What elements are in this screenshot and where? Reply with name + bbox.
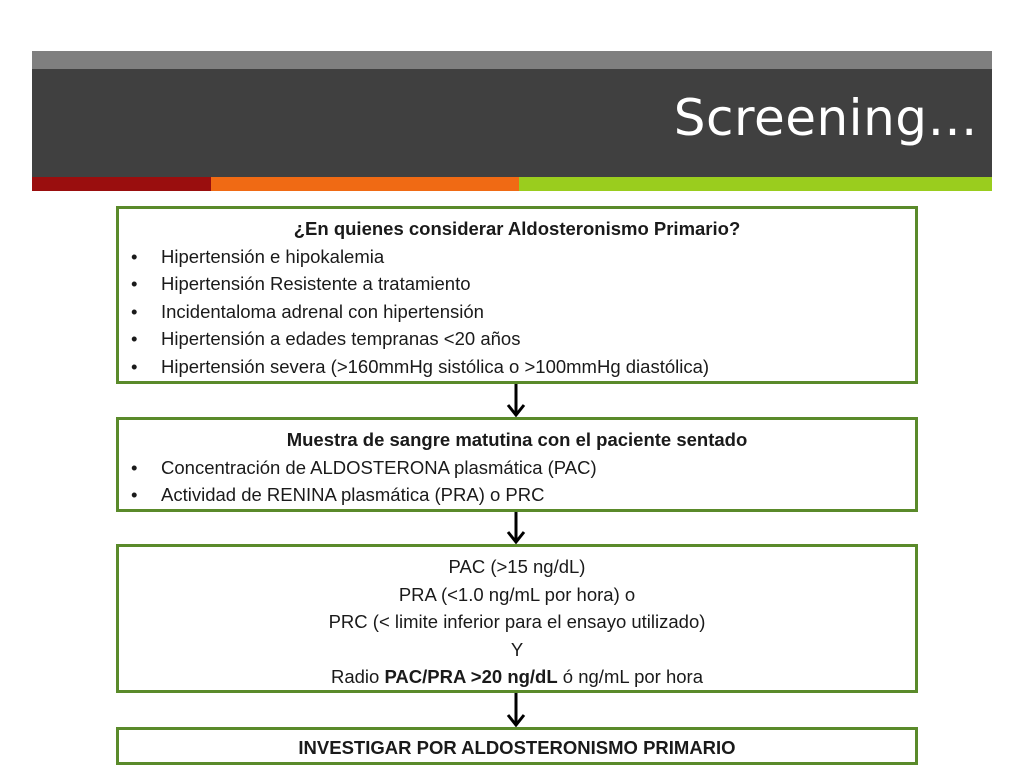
flow-step-thresholds [116,544,918,693]
flow-step-blood-sample [116,417,918,512]
step-heading: ¿En quienes considerar Aldosteronismo Primario? [293,218,741,239]
threshold-ratio [131,663,903,691]
slide-title: Screening… [673,89,978,147]
flow-step-criteria [116,206,918,384]
conjunction: Y [510,638,524,660]
ratio-prefix: Radio [330,666,385,687]
conclusion-text: INVESTIGAR POR ALDOSTERONISMO PRIMARIO [298,737,736,758]
accent-bar-green [519,177,992,191]
list-item: • Hipertensión Resistente a tratamiento [131,270,903,298]
threshold-prc: PRC (< limite inferior para el ensayo utilizado) [328,611,706,632]
threshold-pra: PRA (<1.0 ng/mL por hora) o [398,583,636,605]
ratio-value: PAC/PRA >20 ng/dL [384,666,558,687]
arrow-down-icon [506,512,526,544]
accent-bar-red [32,177,211,191]
accent-bar-orange [211,177,519,191]
header-top-strip [32,51,992,69]
arrow-down-icon [506,384,526,417]
title-bar [32,69,992,177]
list-item: • Incidentaloma adrenal con hipertensión [131,298,903,326]
list-item: • Actividad de RENINA plasmática (PRA) o PRC [131,481,903,509]
flow-step-investigate [116,727,918,765]
criteria-list [131,243,903,381]
step-heading: Muestra de sangre matutina con el paciente sentado [286,429,748,450]
threshold-pac: PAC (>15 ng/dL) [448,556,586,577]
list-item: • Hipertensión severa (>160mmHg sistólica o >100mmHg diastólica) [131,353,903,381]
ratio-suffix: ó ng/mL por hora [557,666,704,687]
arrow-down-icon [506,693,526,727]
sample-list [131,454,903,509]
list-item: • Hipertensión e hipokalemia [131,243,903,271]
list-item: • Hipertensión a edades tempranas <20 años [131,325,903,353]
list-item: • Concentración de ALDOSTERONA plasmática (PAC) [131,454,903,482]
